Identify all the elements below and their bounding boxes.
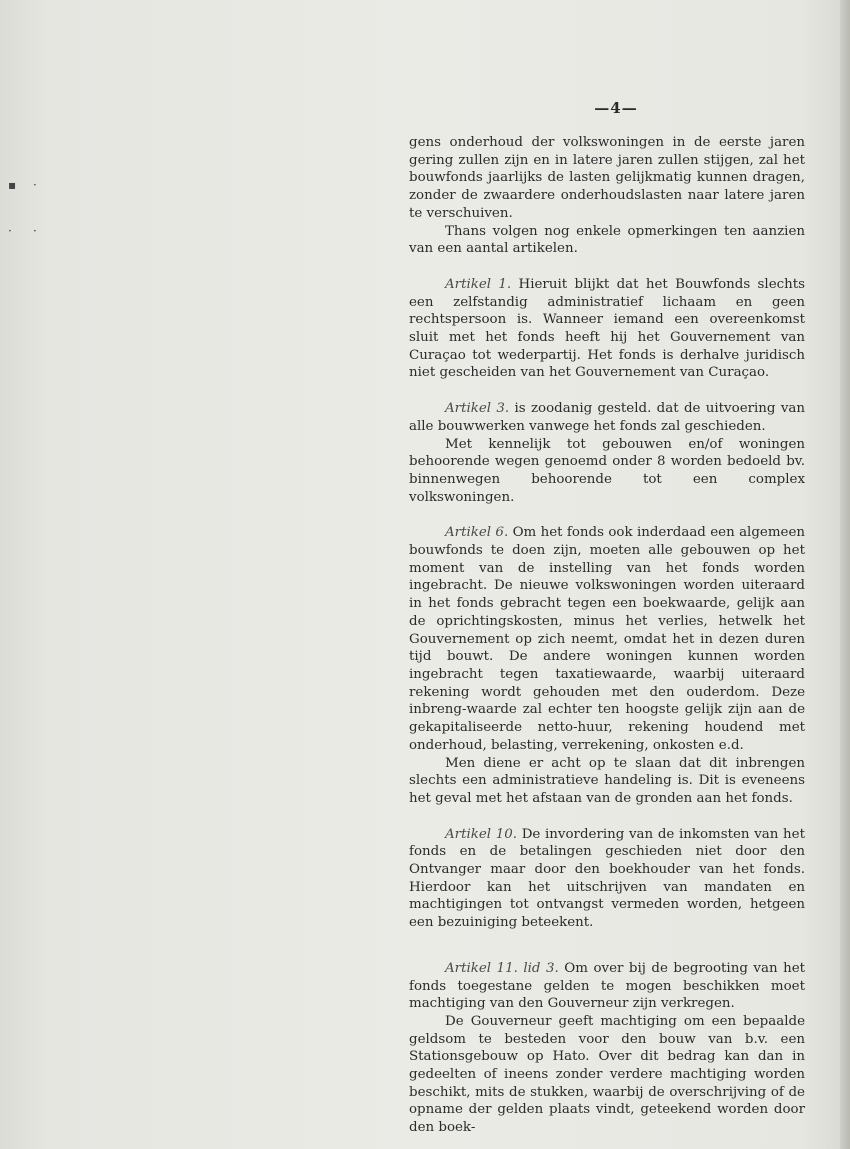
punch-mark: ▪ <box>8 178 17 192</box>
punch-mark: · <box>33 224 37 238</box>
punch-mark: · <box>33 178 37 192</box>
paragraph-artikel-10 <box>409 826 805 932</box>
paragraph-text: Men diene er acht op te slaan dat dit inbrengen slechts een administratieve handeling is. Dit is eveneens het geval met het afstaan van de gronden aan het fonds. <box>409 755 805 806</box>
paragraph <box>409 436 805 507</box>
paragraph-text: Met kennelijk tot gebouwen en/of woningen behoorende wegen genoemd onder 8 worden bedoeld bv. binnenwegen behoorende tot een complex volkswoningen. <box>409 436 805 505</box>
article-heading: Artikel 10. <box>445 826 518 842</box>
paragraph-artikel-1 <box>409 276 805 382</box>
paragraph-text: Om over bij de begrooting van het fonds toegestane gelden te mogen beschikken moet machtiging van den Gouverneur zijn verkregen. <box>409 960 805 1012</box>
punch-mark: · <box>8 224 12 238</box>
article-heading: Artikel 1. <box>445 276 512 292</box>
paper-edge <box>840 0 850 1149</box>
paragraph-text: gens onderhoud der volkswoningen in de eerste jaren gering zullen zijn en in latere jaren zullen stijgen, zal het bouwfonds jaarlijks de lasten gelijkmatig kunnen dragen, zonder de zwaardere onderhoudslasten naar latere jaren te verschuiven. <box>409 135 805 221</box>
article-heading: Artikel 6. <box>445 525 509 541</box>
article-heading: Artikel 11. lid 3. <box>445 960 559 976</box>
paragraph-artikel-3 <box>409 400 805 435</box>
paragraph-artikel-6 <box>409 524 805 754</box>
page-number: —4— <box>594 99 638 117</box>
paragraph <box>409 223 805 258</box>
paragraph-text: Thans volgen nog enkele opmerkingen ten aanzien van een aantal artikelen. <box>409 223 805 257</box>
paragraph-text: De invordering van de inkomsten van het fonds en de betalingen geschieden niet door den Ontvanger maar door den boekhouder van het fonds. Hierdoor kan het uitschrijven van mandaten en machtigingen tot ontvangst vermeden worden, hetgeen een bezuiniging beteekent. <box>409 826 805 931</box>
paragraph-text: Om het fonds ook inderdaad een algemeen bouwfonds te doen zijn, moeten alle gebouwen op het moment van de instelling van het fonds worden ingebracht. De nieuwe volkswoningen worden uiteraard in het fonds gebracht tegen een boekwaarde, gelijk aan de oprichtingskosten, minus het verlies, hetwelk het Gouvernement op zich neemt, omdat het in dezen duren tijd bouwt. De andere woningen kunnen worden ingebracht tegen taxatiewaarde, waarbij uiteraard rekening wordt gehouden met den ouderdom. Deze inbreng-waarde zal echter ten hoogste gelijk zijn aan de gekapitaliseerde netto-huur, rekening houdend met onderhoud, belasting, verrekening, onkosten e.d. <box>409 525 805 753</box>
paragraph-text: is zoodanig gesteld. dat de uitvoering van alle bouwwerken vanwege het fonds zal geschieden. <box>409 401 805 434</box>
article-heading: Artikel 3. <box>445 401 510 417</box>
paragraph-artikel-11 <box>409 960 805 1013</box>
paragraph <box>409 1013 805 1137</box>
paragraph-text: Hieruit blijkt dat het Bouwfonds slechts een zelfstandig administratief lichaam en geen rechtspersoon is. Wanneer iemand een overeenkomst sluit met het fonds heeft hij het Gouvernement van Curaçao tot wederpartij. Het fonds is derhalve juridisch niet gescheiden van het Gouvernement van Curaçao. <box>409 276 805 381</box>
paragraph <box>409 755 805 808</box>
paragraph-text: De Gouverneur geeft machtiging om een bepaalde geldsom te besteden voor den bouw van b.v. een Stationsgebouw op Hato. Over dit bedrag kan dan in gedeelten of ineens zonder verdere machtiging worden beschikt, mits de stukken, waarbij de overschrijving of de opname der gelden plaats vindt, geteekend worden door den boek- <box>409 1013 805 1136</box>
body-text <box>409 134 805 1137</box>
paragraph <box>409 134 805 223</box>
